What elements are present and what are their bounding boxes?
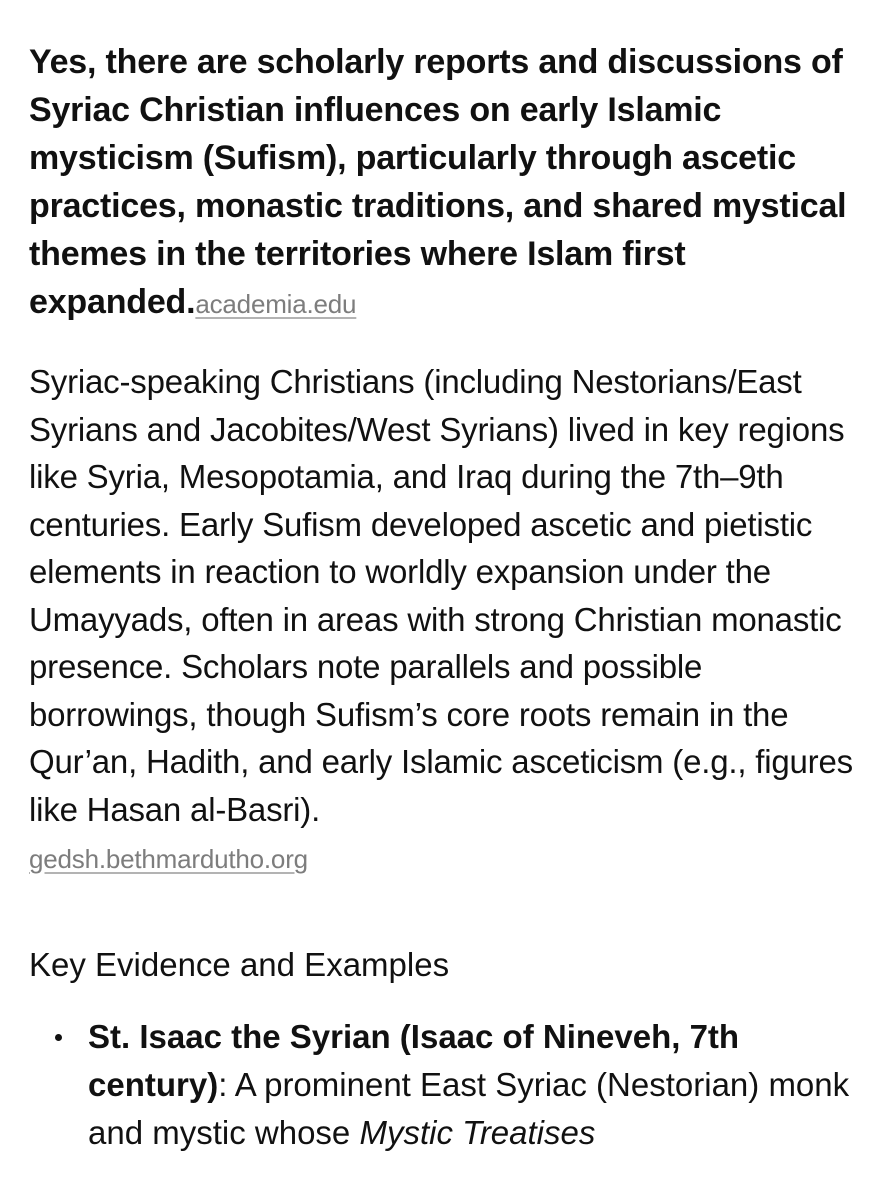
list-item-separator: :	[218, 1065, 235, 1103]
context-text: Syriac-speaking Christians (including Nestorians/East Syrians and Jacobites/West Syrians) lived in key regions like Syria, Mesopotamia, and Iraq during the 7th–9th centuries. Early Sufism developed ascetic and pietistic elements in reaction to worldly expansion under the Umayyads, often in areas with strong Christian monastic presence. Scholars note parallels and possible borrowings, though Sufism’s core roots remain in the Qur’an, Hadith, and early Islamic asceticism (e.g., figures like Hasan al-Basri).	[29, 363, 853, 828]
section-heading: Key Evidence and Examples	[29, 945, 450, 983]
bullet-icon	[55, 1034, 62, 1041]
intro-text: Yes, there are scholarly reports and discussions of Syriac Christian influences on early Islamic mysticism (Sufism), particularly through ascetic practices, monastic traditions, and shared mystical themes in the territories where Islam first expanded.	[29, 43, 847, 321]
list-item-emphasis: Mystic Treatises	[359, 1113, 596, 1151]
list-item	[29, 1013, 855, 1157]
list-item-title: St. Isaac the Syrian (Isaac of Nineveh, 7th century)	[88, 1017, 740, 1103]
evidence-list	[29, 1013, 855, 1157]
list-item-text: A prominent East Syriac (Nestorian) monk and mystic whose	[88, 1065, 850, 1151]
source-link-gedsh[interactable]: gedsh.bethmardutho.org	[29, 844, 308, 874]
context-paragraph	[29, 358, 855, 881]
intro-paragraph	[29, 38, 855, 328]
source-link-academia[interactable]: academia.edu	[195, 289, 357, 319]
